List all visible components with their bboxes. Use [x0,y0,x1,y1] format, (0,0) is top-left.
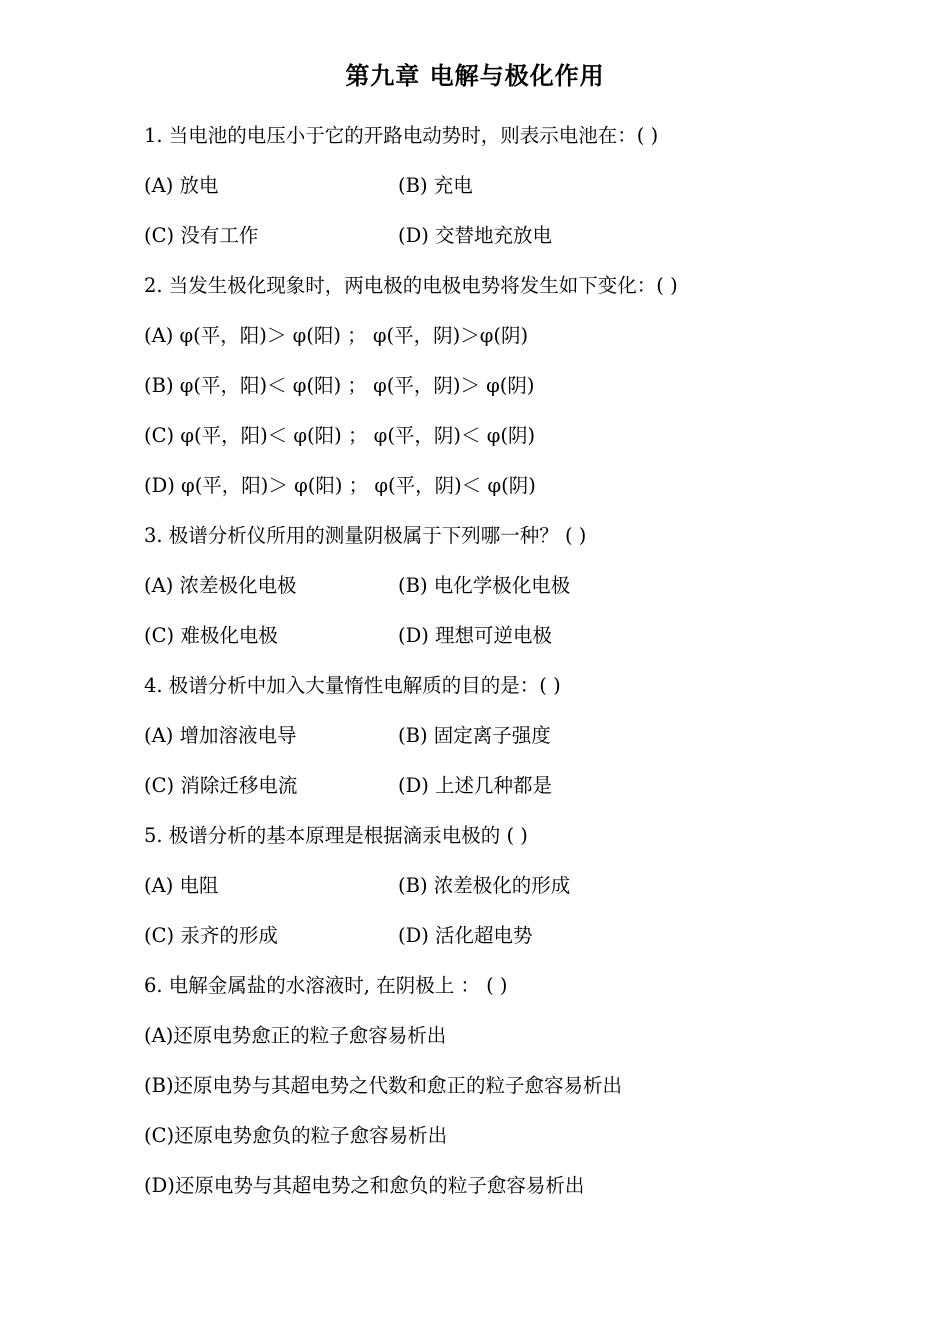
question-4-option-b: (B) 固定离子强度 [398,724,551,747]
question-4-options-row [144,716,864,766]
question-2-option-a: (A) φ(平，阳)＞ φ(阳) ； φ(平，阴)＞φ(阴) [144,324,529,347]
question-1-options-row [144,166,864,216]
question-6-option-a: (A)还原电势愈正的粒子愈容易析出 [144,1024,447,1047]
chapter-title: 第九章 电解与极化作用 [345,61,605,90]
question-5-options-row [144,916,864,966]
question-4-option-c: (C) 消除迁移电流 [144,774,298,797]
question-3-options-row [144,616,864,666]
question-2-stem: 2. 当发生极化现象时，两电极的电极电势将发生如下变化：( ) [144,274,678,297]
question-1-option-b: (B) 充电 [398,174,473,197]
question-5-stem: 5. 极谱分析的基本原理是根据滴汞电极的 ( ) [144,824,528,847]
question-3-option-d: (D) 理想可逆电极 [398,624,553,647]
question-1-option-a: (A) 放电 [144,174,219,197]
question-list [144,116,864,1216]
question-5-options-row [144,866,864,916]
question-4-options-row [144,766,864,816]
question-6-stem: 6. 电解金属盐的水溶液时, 在阴极上 ： ( ) [144,974,508,997]
question-2-option-b: (B) φ(平，阳)＜ φ(阳) ； φ(平，阴)＞ φ(阴) [144,374,535,397]
question-6-option-c: (C)还原电势愈负的粒子愈容易析出 [144,1124,448,1147]
question-1-option-d: (D) 交替地充放电 [398,224,553,247]
question-3-stem: 3. 极谱分析仪所用的测量阴极属于下列哪一种？ ( ) [144,524,587,547]
question-1-option-c: (C) 没有工作 [144,224,259,247]
question-3-options-row [144,566,864,616]
question-4-option-d: (D) 上述几种都是 [398,774,553,797]
question-5-option-c: (C) 汞齐的形成 [144,924,278,947]
question-3-option-b: (B) 电化学极化电极 [398,574,571,597]
question-1-stem: 1. 当电池的电压小于它的开路电动势时，则表示电池在：( ) [144,124,659,147]
question-2-option-c: (C) φ(平，阳)＜ φ(阳) ； φ(平，阴)＜ φ(阴) [144,424,536,447]
question-3-option-a: (A) 浓差极化电极 [144,574,297,597]
question-5-option-a: (A) 电阻 [144,874,219,897]
question-4-stem: 4. 极谱分析中加入大量惰性电解质的目的是：( ) [144,674,561,697]
question-5-option-b: (B) 浓差极化的形成 [398,874,571,897]
question-5-option-d: (D) 活化超电势 [398,924,533,947]
question-4-option-a: (A) 增加溶液电导 [144,724,297,747]
question-2-option-d: (D) φ(平，阳)＞ φ(阳) ； φ(平，阴)＜ φ(阴) [144,474,536,497]
question-3-option-c: (C) 难极化电极 [144,624,278,647]
question-6-option-d: (D)还原电势与其超电势之和愈负的粒子愈容易析出 [144,1174,585,1197]
question-1-options-row [144,216,864,266]
question-6-option-b: (B)还原电势与其超电势之代数和愈正的粒子愈容易析出 [144,1074,623,1097]
